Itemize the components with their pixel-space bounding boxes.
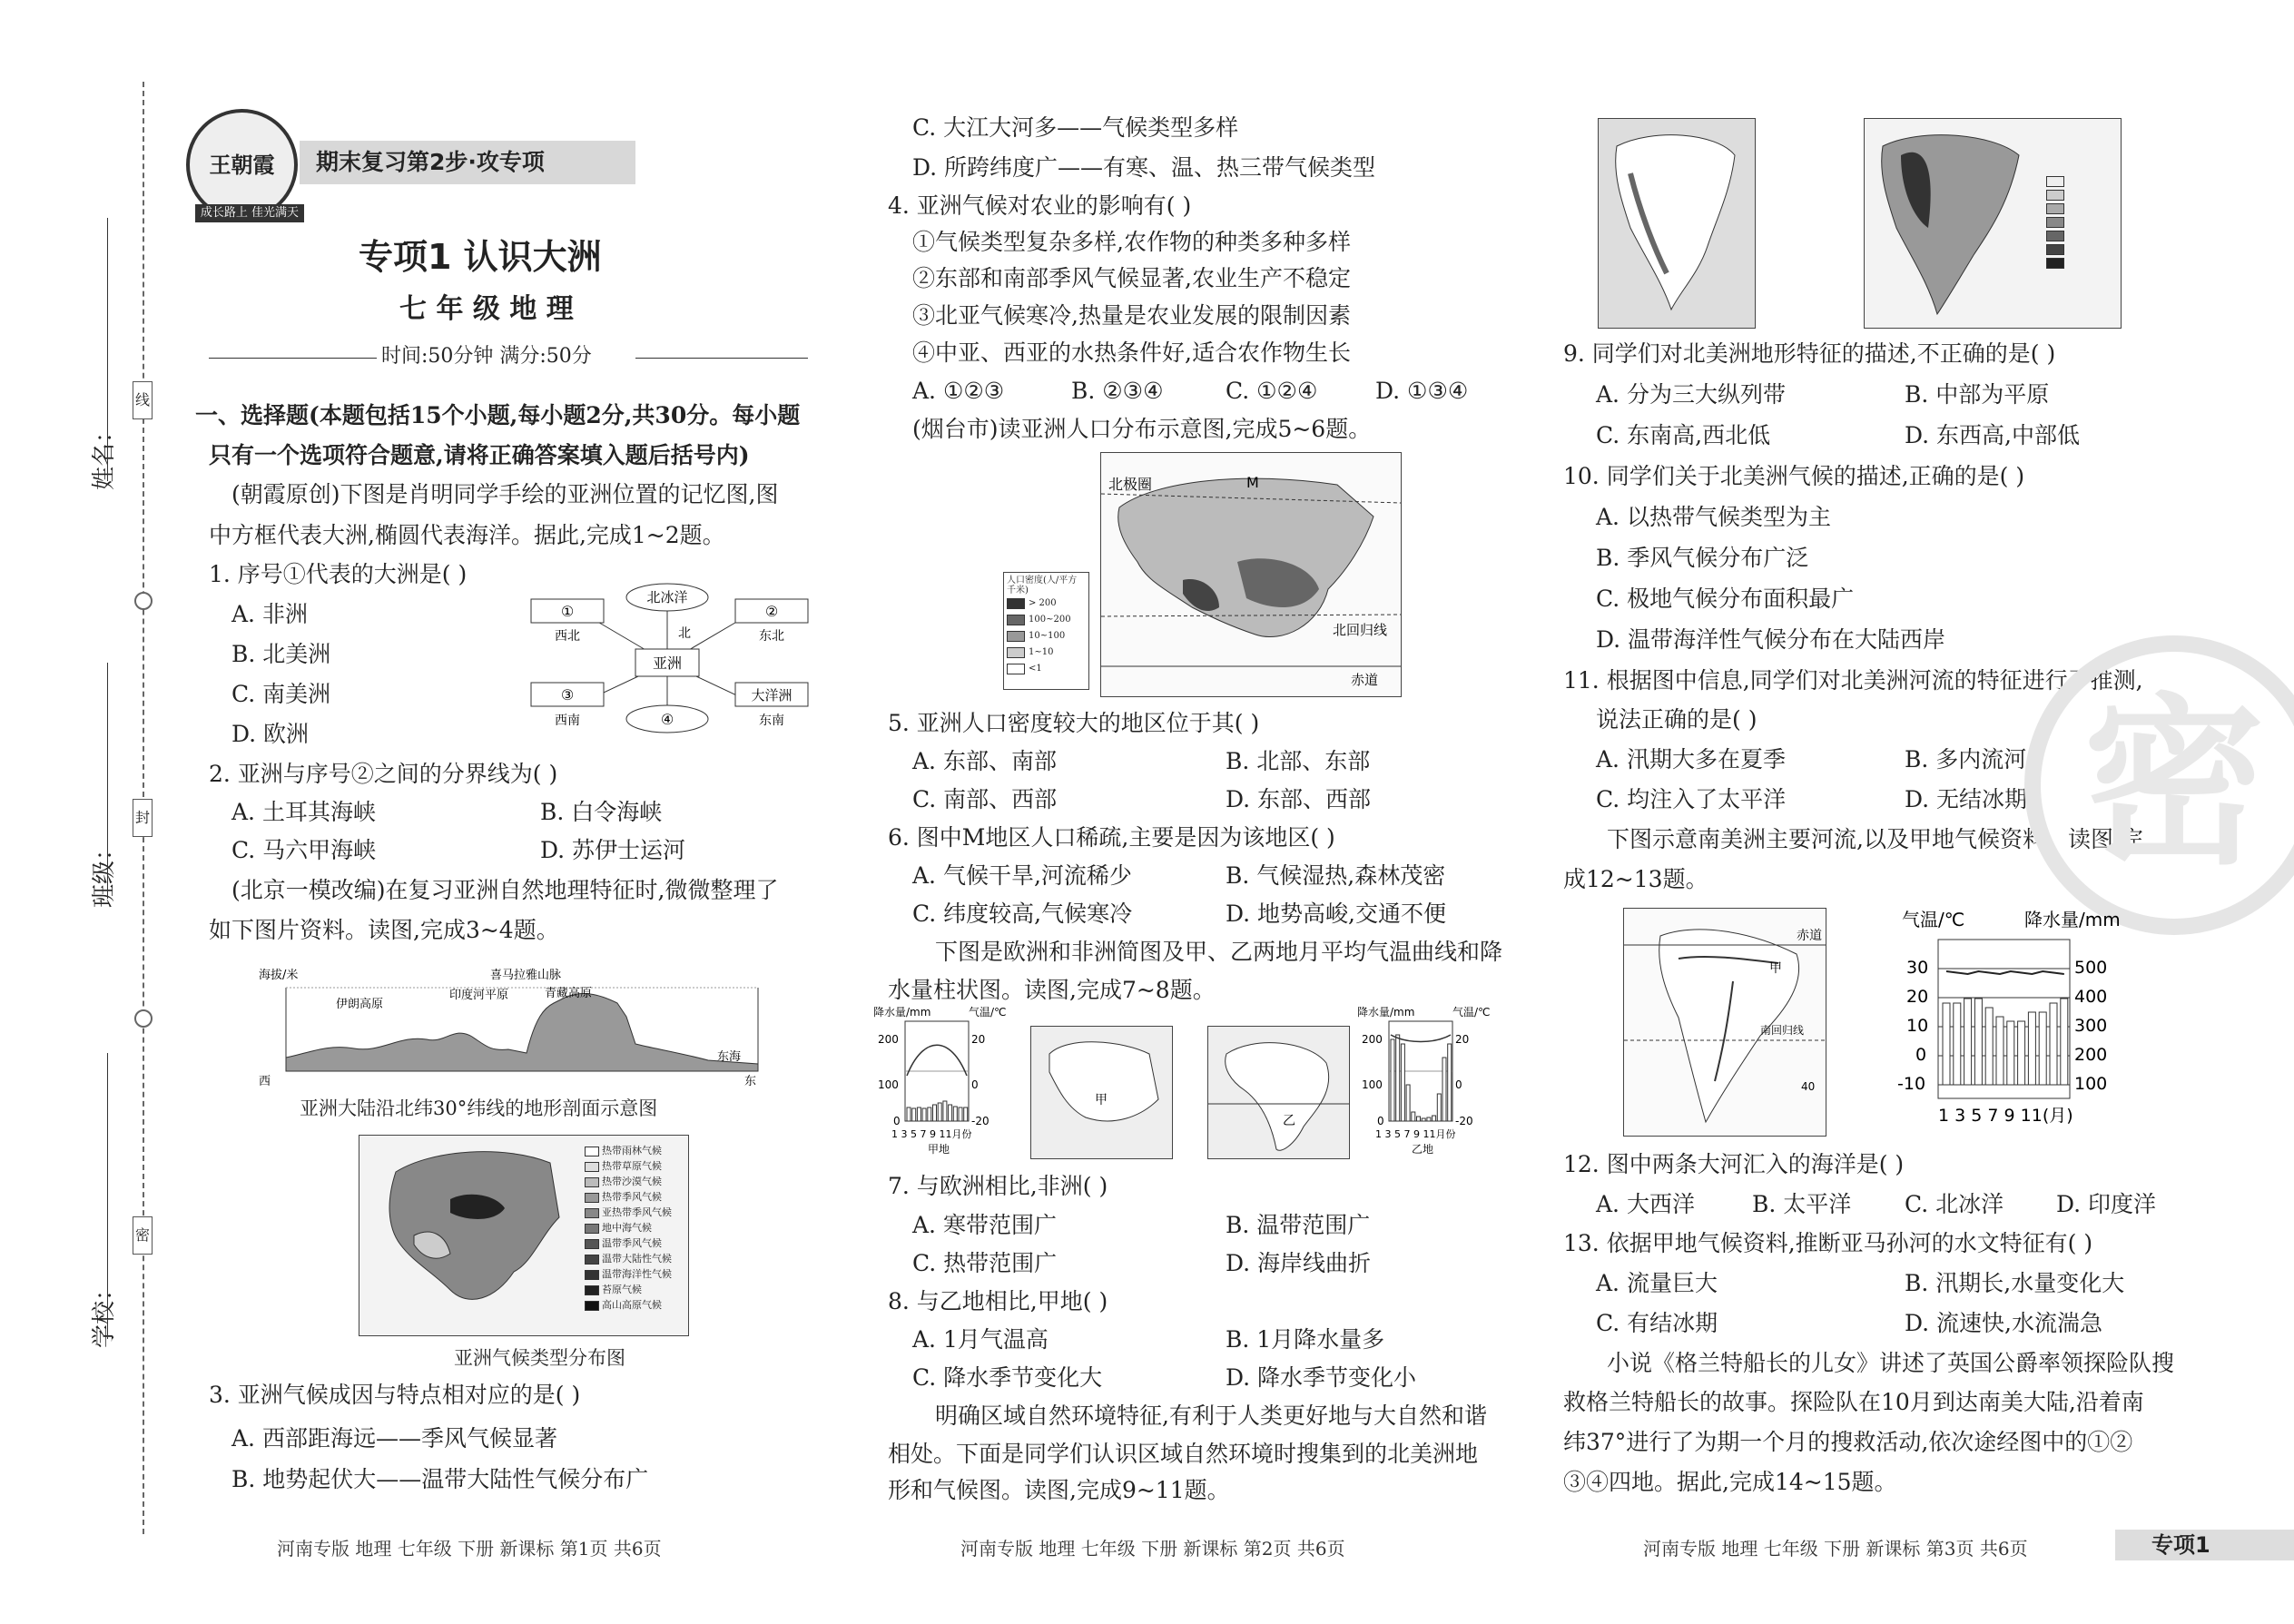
terrain-profile bbox=[254, 962, 763, 1089]
q9-option-c[interactable]: C. 东南高,西北低 bbox=[1596, 422, 1771, 448]
intro-9-11: 明确区域自然环境特征,有利于人类更好地与大自然和谐 bbox=[935, 1403, 1487, 1429]
precip-bar bbox=[1391, 1039, 1394, 1121]
svg-text:降水量/mm: 降水量/mm bbox=[1357, 1006, 1415, 1019]
population-legend-item: <1 bbox=[1007, 661, 1086, 677]
svg-text:1 3 5 7 9 11月份: 1 3 5 7 9 11月份 bbox=[1375, 1128, 1456, 1140]
svg-text:20: 20 bbox=[971, 1033, 986, 1046]
asia-population-map bbox=[1100, 452, 1402, 697]
climate-legend-item: 温带海洋性气候 bbox=[585, 1266, 684, 1282]
svg-text:40: 40 bbox=[1801, 1080, 1816, 1093]
svg-text:30: 30 bbox=[1906, 958, 1929, 978]
name-line[interactable] bbox=[107, 218, 108, 481]
q8-option-c[interactable]: C. 降水季节变化大 bbox=[912, 1364, 1103, 1391]
school-line[interactable] bbox=[107, 1053, 108, 1339]
svg-text:降水量/mm: 降水量/mm bbox=[873, 1006, 931, 1019]
precip-bar bbox=[2028, 1012, 2035, 1085]
section-heading-2: 只有一个选项符合题意,请将正确答案填入题后括号内) bbox=[209, 442, 750, 468]
q13-option-b[interactable]: B. 汛期长,水量变化大 bbox=[1905, 1270, 2125, 1296]
precip-bar bbox=[2061, 999, 2068, 1085]
q4-stem: 4. 亚洲气候对农业的影响有( ) bbox=[888, 192, 1192, 219]
label-2: ② bbox=[764, 603, 779, 620]
q5-option-c[interactable]: C. 南部、西部 bbox=[912, 786, 1058, 812]
south-america-map bbox=[1623, 908, 1826, 1137]
class-label: 班级： bbox=[91, 836, 118, 908]
q9-option-b[interactable]: B. 中部为平原 bbox=[1905, 381, 2050, 408]
intro-1-2: (朝霞原创)下图是肖明同学手绘的亚洲位置的记忆图,图 bbox=[231, 481, 779, 507]
svg-text:东海: 东海 bbox=[717, 1050, 742, 1064]
precip-bar bbox=[1437, 1094, 1441, 1121]
q4-option-c[interactable]: C. ①②④ bbox=[1226, 378, 1318, 404]
q3-option-d[interactable]: D. 所跨纬度广——有寒、温、热三带气候类型 bbox=[912, 154, 1376, 181]
svg-text:400: 400 bbox=[2074, 987, 2108, 1007]
svg-text:青藏高原: 青藏高原 bbox=[545, 987, 593, 1000]
logo-text: 王朝霞 bbox=[209, 152, 275, 178]
q4-option-a[interactable]: A. ①②③ bbox=[912, 378, 1005, 404]
precip-bar bbox=[2039, 1012, 2046, 1085]
label-arctic: 北冰洋 bbox=[646, 589, 688, 605]
q10-option-a[interactable]: A. 以热带气候类型为主 bbox=[1596, 504, 1831, 530]
q9-stem: 9. 同学们对北美洲地形特征的描述,不正确的是( ) bbox=[1563, 340, 2056, 367]
climate-legend bbox=[585, 1143, 684, 1313]
svg-text:200: 200 bbox=[2074, 1045, 2108, 1065]
climate-legend-item: 热带雨林气候 bbox=[585, 1143, 684, 1158]
north-america-climate-map bbox=[1864, 118, 2122, 329]
q7-option-c[interactable]: C. 热带范围广 bbox=[912, 1250, 1058, 1276]
precip-bar bbox=[1412, 1112, 1415, 1121]
q4-statement-2: ②东部和南部季风气候显著,农业生产不稳定 bbox=[912, 265, 1351, 291]
label-sw: 西南 bbox=[555, 714, 580, 728]
africa-map bbox=[1207, 1026, 1350, 1159]
label-se: 东南 bbox=[759, 714, 784, 728]
svg-text:西: 西 bbox=[259, 1075, 271, 1088]
q10-option-c[interactable]: C. 极地气候分布面积最广 bbox=[1596, 586, 1855, 612]
q11-option-c[interactable]: C. 均注入了太平洋 bbox=[1596, 786, 1787, 812]
q9-option-a[interactable]: A. 分为三大纵列带 bbox=[1596, 381, 1786, 408]
q4-statement-4: ④中亚、西亚的水热条件好,适合农作物生长 bbox=[912, 340, 1351, 366]
climate-chart-yi bbox=[1357, 1003, 1502, 1157]
precip-bar bbox=[1396, 1035, 1400, 1121]
logo-ribbon: 成长路上 佳光满天 bbox=[195, 204, 304, 222]
svg-text:-10: -10 bbox=[1897, 1074, 1926, 1094]
svg-text:乙: 乙 bbox=[1283, 1114, 1295, 1128]
q13-option-d[interactable]: D. 流速快,水流湍急 bbox=[1905, 1310, 2102, 1336]
svg-text:东: 东 bbox=[744, 1075, 757, 1088]
climate-legend-item: 亚热带季风气候 bbox=[585, 1205, 684, 1220]
header-banner-text: 期末复习第2步·攻专项 bbox=[316, 149, 545, 175]
precip-bar bbox=[1448, 1044, 1452, 1121]
climate-chart-jia-sa bbox=[1897, 908, 2133, 1135]
q1-option-b[interactable]: B. 北美洲 bbox=[231, 641, 331, 667]
intro-1-2-b: 中方框代表大洲,椭圆代表海洋。据此,完成1~2题。 bbox=[209, 522, 725, 548]
svg-text:1 3 5 7 9 11(月): 1 3 5 7 9 11(月) bbox=[1938, 1106, 2073, 1126]
seal-box-2: 封 bbox=[133, 799, 153, 837]
intro-9-11-b: 相处。下面是同学们认识区域自然环境时搜集到的北美洲地 bbox=[888, 1441, 1479, 1467]
svg-text:北极圈: 北极圈 bbox=[1108, 476, 1153, 493]
q5-option-b[interactable]: B. 北部、东部 bbox=[1226, 748, 1371, 774]
svg-text:赤道: 赤道 bbox=[1351, 672, 1379, 688]
q6-option-c[interactable]: C. 纬度较高,气候寒冷 bbox=[912, 901, 1133, 927]
precip-bar bbox=[1974, 999, 1982, 1085]
q3-option-b[interactable]: B. 地势起伏大——温带大陆性气候分布广 bbox=[231, 1466, 649, 1492]
q4-statement-3: ③北亚气候寒冷,热量是农业发展的限制因素 bbox=[912, 302, 1351, 329]
climate-legend-item: 热带草原气候 bbox=[585, 1158, 684, 1174]
q2-option-a[interactable]: A. 土耳其海峡 bbox=[231, 799, 376, 825]
intro-14-15-b: 救格兰特船长的故事。探险队在10月到达南美大陆,沿着南 bbox=[1563, 1389, 2144, 1415]
q11-stem: 11. 根据图中信息,同学们对北美洲河流的特征进行了推测, bbox=[1563, 667, 2143, 694]
q11-option-b[interactable]: B. 多内流河 bbox=[1905, 746, 2027, 773]
svg-text:0: 0 bbox=[1915, 1045, 1927, 1065]
svg-text:300: 300 bbox=[2074, 1016, 2108, 1036]
europe-map bbox=[1030, 1026, 1173, 1159]
precip-bar bbox=[1996, 1017, 2004, 1085]
svg-text:10: 10 bbox=[1906, 1016, 1929, 1036]
q4-option-b[interactable]: B. ②③④ bbox=[1071, 378, 1164, 404]
q1-stem: 1. 序号①代表的大洲是( ) bbox=[209, 561, 468, 587]
svg-text:200: 200 bbox=[1362, 1033, 1383, 1046]
precip-bar bbox=[1985, 1008, 1993, 1085]
population-legend-item: 10~100 bbox=[1007, 628, 1086, 645]
precip-bar bbox=[1417, 1117, 1421, 1121]
label-n: 北 bbox=[678, 626, 691, 641]
precip-bar bbox=[964, 1107, 968, 1121]
svg-text:乙地: 乙地 bbox=[1412, 1143, 1434, 1156]
q3-option-a[interactable]: A. 西部距海远——季风气候显著 bbox=[231, 1425, 557, 1452]
precip-bar bbox=[928, 1107, 931, 1121]
q12-option-b[interactable]: B. 太平洋 bbox=[1752, 1191, 1852, 1217]
intro-5-6: (烟台市)读亚洲人口分布示意图,完成5~6题。 bbox=[912, 416, 1372, 442]
svg-text:气温/℃: 气温/℃ bbox=[1452, 1006, 1491, 1019]
q11-stem-b: 说法正确的是( ) bbox=[1596, 706, 1757, 733]
page-subtitle: 七 年 级 地 理 bbox=[399, 293, 574, 325]
q7-stem: 7. 与欧洲相比,非洲( ) bbox=[888, 1173, 1108, 1199]
time-score: 时间:50分钟 满分:50分 bbox=[381, 345, 592, 368]
climate-legend-item: 高山高原气候 bbox=[585, 1297, 684, 1313]
intro-9-11-c: 形和气候图。读图,完成9~11题。 bbox=[888, 1477, 1230, 1503]
svg-text:0: 0 bbox=[971, 1078, 979, 1091]
footer-page-3: 河南专版 地理 七年级 下册 新课标 第3页 共6页 bbox=[1643, 1538, 2028, 1560]
hole-2 bbox=[134, 1009, 153, 1028]
precip-bar bbox=[907, 1107, 911, 1121]
svg-text:-20: -20 bbox=[971, 1115, 989, 1127]
label-ne: 东北 bbox=[759, 629, 784, 644]
q5-stem: 5. 亚洲人口密度较大的地区位于其( ) bbox=[888, 710, 1260, 736]
seal-box-1: 线 bbox=[133, 381, 153, 419]
svg-text:赤道: 赤道 bbox=[1797, 929, 1822, 943]
precip-bar bbox=[1427, 1117, 1431, 1121]
climate-chart-jia bbox=[873, 1003, 1019, 1157]
precip-bar bbox=[917, 1107, 921, 1121]
svg-text:0: 0 bbox=[893, 1115, 901, 1127]
q11-option-d[interactable]: D. 无结冰期 bbox=[1905, 786, 2028, 812]
precip-bar bbox=[959, 1107, 962, 1121]
climate-legend-item: 温带大陆性气候 bbox=[585, 1251, 684, 1266]
intro-7-8: 下图是欧洲和非洲简图及甲、乙两地月平均气温曲线和降 bbox=[935, 939, 1503, 965]
climate-legend-item: 地中海气候 bbox=[585, 1220, 684, 1235]
q2-option-c[interactable]: C. 马六甲海峡 bbox=[231, 837, 377, 863]
population-legend-item: 1~10 bbox=[1007, 645, 1086, 661]
precip-bar bbox=[949, 1105, 952, 1121]
q13-stem: 13. 依据甲地气候资料,推断亚马孙河的水文特征有( ) bbox=[1563, 1230, 2093, 1256]
header-banner bbox=[300, 141, 635, 184]
precip-bar bbox=[2018, 1021, 2025, 1085]
svg-text:气温/℃: 气温/℃ bbox=[1902, 909, 1965, 930]
q3-option-c[interactable]: C. 大江大河多——气候类型多样 bbox=[912, 114, 1239, 141]
asia-climate-map bbox=[359, 1135, 689, 1336]
q5-option-a[interactable]: A. 东部、南部 bbox=[912, 748, 1057, 774]
label-1: ① bbox=[560, 603, 575, 620]
q1-option-d[interactable]: D. 欧洲 bbox=[231, 721, 310, 747]
footer-page-2: 河南专版 地理 七年级 下册 新课标 第2页 共6页 bbox=[960, 1538, 1345, 1560]
seal-box-3: 密 bbox=[133, 1216, 153, 1255]
label-pacific: 大洋洲 bbox=[751, 687, 793, 704]
intro-14-15-c: 纬37°进行了为期一个月的搜救活动,依次途经图中的①② bbox=[1563, 1429, 2133, 1455]
page-title: 专项1 认识大洲 bbox=[359, 237, 602, 277]
q2-stem: 2. 亚洲与序号②之间的分界线为( ) bbox=[209, 761, 558, 787]
q1-option-a[interactable]: A. 非洲 bbox=[231, 601, 308, 627]
svg-text:20: 20 bbox=[1455, 1033, 1470, 1046]
footer-tag bbox=[2115, 1530, 2294, 1560]
climate-legend-item: 苔原气候 bbox=[585, 1282, 684, 1297]
svg-text:海拔/米: 海拔/米 bbox=[259, 969, 299, 982]
svg-text:0: 0 bbox=[1455, 1078, 1462, 1091]
title-rule-right bbox=[635, 358, 808, 359]
intro-3-4-b: 如下图片资料。读图,完成3~4题。 bbox=[209, 917, 559, 943]
label-nw: 西北 bbox=[555, 629, 580, 644]
svg-text:20: 20 bbox=[1906, 987, 1929, 1007]
label-3: ③ bbox=[560, 686, 575, 704]
q10-option-d[interactable]: D. 温带海洋性气候分布在大陆西岸 bbox=[1596, 626, 1946, 653]
intro-14-15-d: ③④四地。据此,完成14~15题。 bbox=[1563, 1469, 1897, 1495]
q10-option-b[interactable]: B. 季风气候分布广泛 bbox=[1596, 545, 1809, 571]
q8-stem: 8. 与乙地相比,甲地( ) bbox=[888, 1288, 1108, 1314]
svg-text:100: 100 bbox=[2074, 1074, 2108, 1094]
svg-text:100: 100 bbox=[1362, 1078, 1383, 1091]
q6-stem: 6. 图中M地区人口稀疏,主要是因为该地区( ) bbox=[888, 824, 1335, 851]
svg-text:伊朗高原: 伊朗高原 bbox=[336, 998, 384, 1011]
q11-option-a[interactable]: A. 汛期大多在夏季 bbox=[1596, 746, 1786, 773]
q6-option-a[interactable]: A. 气候干旱,河流稀少 bbox=[912, 862, 1132, 889]
class-line[interactable] bbox=[107, 663, 108, 899]
svg-text:甲地: 甲地 bbox=[928, 1143, 950, 1156]
precip-bar bbox=[953, 1107, 957, 1121]
q7-option-d[interactable]: D. 海岸线曲折 bbox=[1226, 1250, 1372, 1276]
svg-text:100: 100 bbox=[878, 1078, 899, 1091]
svg-text:甲: 甲 bbox=[1095, 1093, 1108, 1107]
north-america-terrain-map bbox=[1598, 118, 1756, 329]
precip-bar bbox=[2007, 1021, 2014, 1085]
population-legend-item: > 200 bbox=[1007, 595, 1086, 612]
precip-bar bbox=[933, 1105, 937, 1121]
precip-bar bbox=[2050, 1003, 2057, 1085]
intro-12-13: 下图示意南美洲主要河流,以及甲地气候资料。读图,完 bbox=[1607, 826, 2143, 852]
q12-option-d[interactable]: D. 印度洋 bbox=[2056, 1191, 2157, 1217]
climate-legend-item: 温带季风气候 bbox=[585, 1235, 684, 1251]
svg-text:1 3 5 7 9 11月份: 1 3 5 7 9 11月份 bbox=[891, 1128, 972, 1140]
intro-3-4: (北京一模改编)在复习亚洲自然地理特征时,微微整理了 bbox=[231, 877, 779, 903]
q9-option-d[interactable]: D. 东西高,中部低 bbox=[1905, 422, 2080, 448]
precip-bar bbox=[1964, 999, 1972, 1085]
precip-bar bbox=[1433, 1116, 1436, 1121]
precip-bar bbox=[912, 1108, 916, 1121]
q7-option-a[interactable]: A. 寒带范围广 bbox=[912, 1212, 1057, 1238]
profile-caption: 亚洲大陆沿北纬30°纬线的地形剖面示意图 bbox=[300, 1097, 658, 1119]
title-rule-left bbox=[209, 358, 377, 359]
school-label: 学校： bbox=[91, 1276, 118, 1348]
svg-text:喜马拉雅山脉: 喜马拉雅山脉 bbox=[490, 969, 562, 982]
svg-text:南回归线: 南回归线 bbox=[1760, 1024, 1805, 1037]
q8-option-b[interactable]: B. 1月降水量多 bbox=[1226, 1326, 1385, 1353]
q2-option-b[interactable]: B. 白令海峡 bbox=[540, 799, 663, 825]
svg-text:500: 500 bbox=[2074, 958, 2108, 978]
label-asia: 亚洲 bbox=[652, 655, 683, 672]
climate-map-caption: 亚洲气候类型分布图 bbox=[454, 1347, 625, 1369]
svg-text:200: 200 bbox=[878, 1033, 899, 1046]
q6-option-d[interactable]: D. 地势高峻,交通不便 bbox=[1226, 901, 1446, 927]
asia-memory-map bbox=[522, 581, 812, 744]
svg-text:降水量/mm: 降水量/mm bbox=[2024, 909, 2121, 930]
svg-text:M: M bbox=[1246, 474, 1259, 491]
population-legend-item: 100~200 bbox=[1007, 612, 1086, 628]
q1-option-c[interactable]: C. 南美洲 bbox=[231, 681, 331, 707]
q7-option-b[interactable]: B. 温带范围广 bbox=[1226, 1212, 1371, 1238]
precip-bar bbox=[1943, 1003, 1950, 1085]
name-label: 姓名： bbox=[91, 418, 118, 490]
q6-option-b[interactable]: B. 气候湿热,森林茂密 bbox=[1226, 862, 1446, 889]
population-legend bbox=[1003, 572, 1089, 690]
intro-7-8-b: 水量柱状图。读图,完成7~8题。 bbox=[888, 977, 1216, 1003]
section-heading: 一、选择题(本题包括15个小题,每小题2分,共30分。每小题 bbox=[195, 402, 801, 428]
svg-text:气温/℃: 气温/℃ bbox=[969, 1006, 1007, 1019]
climate-legend-item: 热带沙漠气候 bbox=[585, 1174, 684, 1189]
svg-text:北回归线: 北回归线 bbox=[1333, 622, 1388, 638]
footer-tag-text: 专项1 bbox=[2151, 1532, 2210, 1558]
intro-12-13-b: 成12~13题。 bbox=[1563, 866, 1708, 892]
q10-stem: 10. 同学们关于北美洲气候的描述,正确的是( ) bbox=[1563, 463, 2025, 489]
q8-option-a[interactable]: A. 1月气温高 bbox=[912, 1326, 1049, 1353]
q3-stem: 3. 亚洲气候成因与特点相对应的是( ) bbox=[209, 1382, 581, 1408]
q4-option-d[interactable]: D. ①③④ bbox=[1375, 378, 1469, 404]
q13-option-a[interactable]: A. 流量巨大 bbox=[1596, 1270, 1718, 1296]
population-legend-title: 人口密度(人/平方千米) bbox=[1007, 576, 1078, 595]
svg-text:-20: -20 bbox=[1455, 1115, 1473, 1127]
watermark-text: 密 bbox=[2082, 676, 2265, 890]
q5-option-d[interactable]: D. 东部、西部 bbox=[1226, 786, 1372, 812]
precip-bar bbox=[1442, 1058, 1446, 1121]
precip-bar bbox=[922, 1108, 926, 1121]
q12-option-a[interactable]: A. 大西洋 bbox=[1596, 1191, 1695, 1217]
precip-bar bbox=[1406, 1085, 1410, 1121]
precip-bar bbox=[943, 1101, 947, 1121]
intro-14-15: 小说《格兰特船长的儿女》讲述了英国公爵率领探险队搜 bbox=[1607, 1350, 2175, 1376]
precip-bar bbox=[938, 1103, 941, 1121]
svg-text:印度河平原: 印度河平原 bbox=[449, 989, 509, 1002]
label-4: ④ bbox=[660, 711, 674, 728]
q12-option-c[interactable]: C. 北冰洋 bbox=[1905, 1191, 2004, 1217]
precip-bar bbox=[1954, 1003, 1961, 1085]
footer-page-1: 河南专版 地理 七年级 下册 新课标 第1页 共6页 bbox=[277, 1538, 662, 1560]
q13-option-c[interactable]: C. 有结冰期 bbox=[1596, 1310, 1718, 1336]
q4-statement-1: ①气候类型复杂多样,农作物的种类多种多样 bbox=[912, 229, 1351, 255]
climate-legend-item: 热带季风气候 bbox=[585, 1189, 684, 1205]
svg-text:甲: 甲 bbox=[1769, 961, 1782, 976]
svg-text:0: 0 bbox=[1377, 1115, 1384, 1127]
q12-stem: 12. 图中两条大河汇入的海洋是( ) bbox=[1563, 1151, 1905, 1177]
q8-option-d[interactable]: D. 降水季节变化小 bbox=[1226, 1364, 1417, 1391]
hole-1 bbox=[134, 592, 153, 610]
precip-bar bbox=[1401, 1044, 1404, 1121]
precip-bar bbox=[1422, 1118, 1425, 1121]
q2-option-d[interactable]: D. 苏伊士运河 bbox=[540, 837, 686, 863]
